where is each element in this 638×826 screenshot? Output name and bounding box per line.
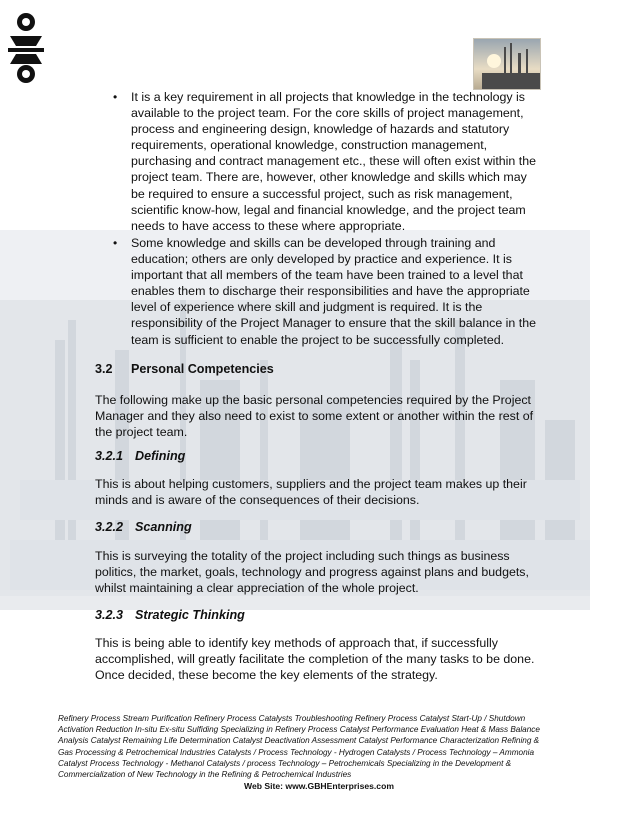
section-heading [95,362,274,376]
footer-website[interactable]: Web Site: www.GBHEnterprises.com [244,781,394,791]
bullet-text: Some knowledge and skills can be developed through training and education; others are only developed by practice and experience. It is important that all members of the team have been trained to a level that enables them to discharge their responsibilities and have the appropriate level of experience where skill and judgment is required. It is the responsibility of the Project Manager to ensure that the skill balance in the team is sufficient to enable the project to be successfully completed. [131,236,536,347]
bullet-text: It is a key requirement in all projects that knowledge in the technology is available to the project team. For the core skills of project management, process and engineering design, knowledge of hazards and statutory requirements, operational knowledge, construction management, purchasing and contract management etc., these will often exist within the project team. There are, however, other knowledge and skills which may be required to ensure a successful project, such as risk management, scientific know-how, legal and financial knowledge, and the project team needs to have access to these where appropriate. [131,90,536,233]
subsection-title: Strategic Thinking [135,608,245,622]
section-intro: The following make up the basic personal competencies required by the Project Manager and they also need to exist to some extent or another within the rest of the project team. [95,393,534,440]
subsection-heading [95,608,245,622]
subsection-number: 3.2.3 [95,608,124,622]
subsection-text: This is about helping customers, suppliers and the project team makes up their minds and is aware of the consequences of their decisions. [95,477,527,508]
section-number: 3.2 [95,362,113,376]
subsection-title: Scanning [135,520,192,534]
bullet-icon: • [113,90,118,104]
bullet-icon: • [113,236,118,250]
bullet-list-1 [113,89,543,234]
list-item [113,89,543,234]
subsection-number: 3.2.1 [95,449,124,463]
subsection-text: This is being able to identify key methods of approach that, if successfully accomplished, will greatly facilitate the completion of the many tasks to be done. Once decided, these become the key elements of the strategy. [95,636,535,683]
subsection-heading [95,520,192,534]
subsection-number: 3.2.2 [95,520,124,534]
section-title: Personal Competencies [131,362,274,376]
subsection-title: Defining [135,449,186,463]
subsection-text: This is surveying the totality of the project including such things as business politics, the market, goals, technology and progress against plans and budgets, whilst maintaining a clear appreciation of the whole project. [95,549,529,596]
subsection-heading [95,449,185,463]
bullet-list-2 [113,235,543,348]
footer-text: Refinery Process Stream Purification Refinery Process Catalysts Troubleshooting Refinery Process Catalyst Start-Up / Shutdown Activation Reduction In-situ Ex-situ Sulfiding Specializing in Refinery Process Catalyst Performance Evaluation Heat & Mass Balance Analysis Catalyst Remaining Life Determination Catalyst Deactivation Assessment Catalyst Performance Characterization Refining & Gas Processing & Petrochemical Industries Catalysts / Process Technology - Hydrogen Catalysts / Process Technology – Ammonia Catalyst Process Technology - Methanol Catalysts / process Technology – Petrochemicals Specializing in the Development & Commercialization of New Technology in the Refining & Petrochemical Industries [58,714,540,780]
list-item [113,235,543,348]
